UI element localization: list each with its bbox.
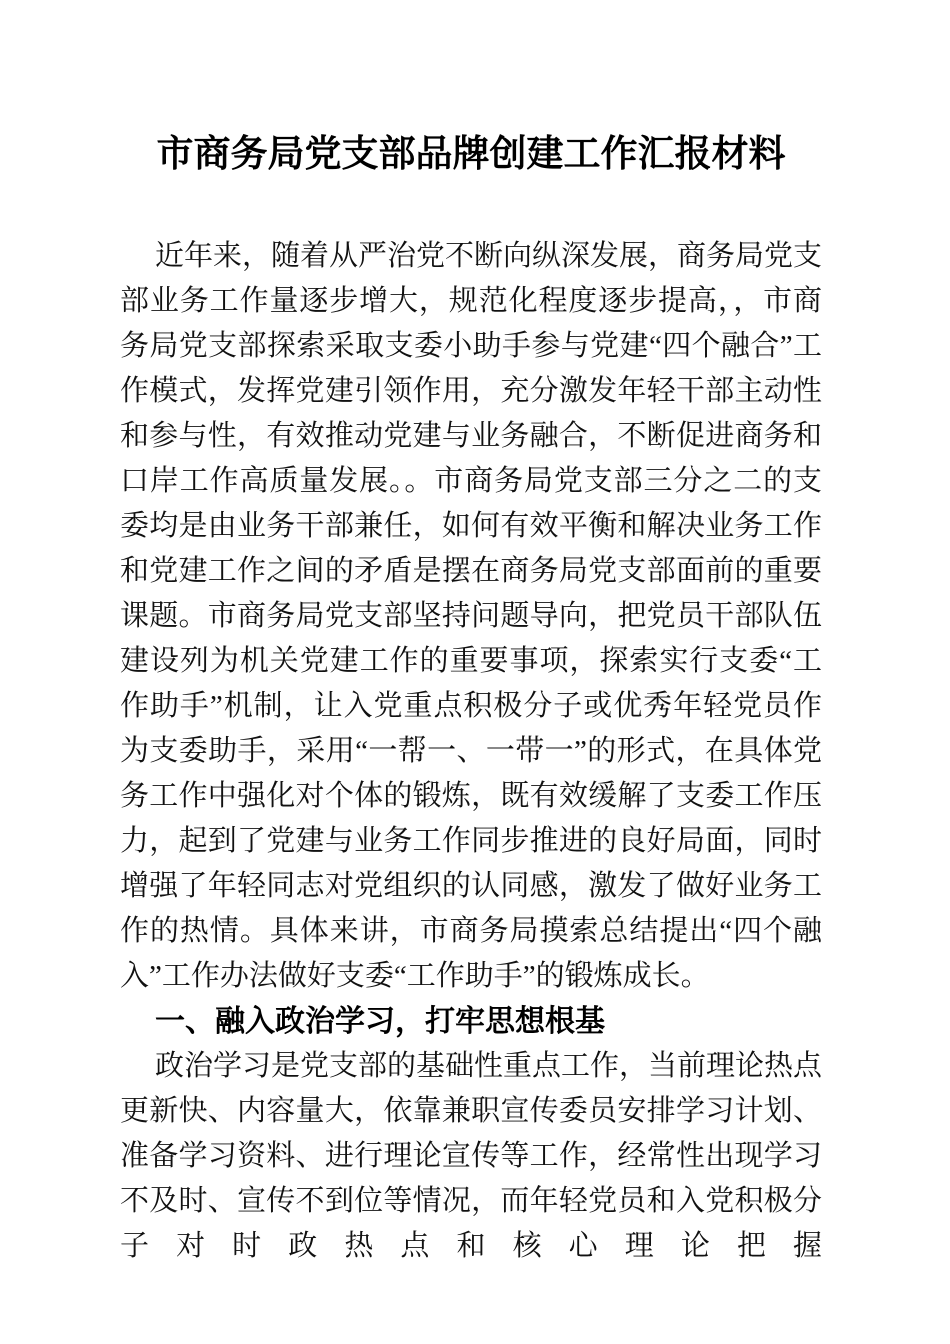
document-title: 市商务局党支部品牌创建工作汇报材料 [156, 134, 786, 175]
paragraph-section-1-body: 政治学习是党支部的基础性重点工作，当前理论热点更新快、内容量大，依靠兼职宣传委员安排学习计划、准备学习资料、进行理论宣传等工作，经常性出现学习不及时、宣传不到位等情况，而年轻党员和入党积极分子对时政热点和核心理论把握 [120, 1050, 823, 1262]
paragraph-intro: 近年来，随着从严治党不断向纵深发展，商务局党支部业务工作量逐步增大，规范化程度逐步提高，，市商务局党支部探索采取支委小助手参与党建“四个融合”工作模式，发挥党建引领作用，充分激发年轻干部主动性和参与性，有效推动党建与业务融合，不断促进商务和口岸工作高质量发展。。市商务局党支部三分之二的支委均是由业务干部兼任，如何有效平衡和解决业务工作和党建工作之间的矛盾是摆在商务局党支部面前的重要课题。市商务局党支部坚持问题导向，把党员干部队伍建设列为机关党建工作的重要事项，探索实行支委“工作助手”机制，让入党重点积极分子或优秀年轻党员作为支委助手，采用“一帮一、一带一”的形式，在具体党务工作中强化对个体的锻炼，既有效缓解了支委工作压力，起到了党建与业务工作同步推进的良好局面，同时增强了年轻同志对党组织的认同感，激发了做好业务工作的热情。具体来讲，市商务局摸索总结提出“四个融入”工作办法做好支委“工作助手”的锻炼成长。 [120, 240, 823, 992]
section-heading-1: 一、融入政治学习，打牢思想根基 [155, 1005, 605, 1038]
